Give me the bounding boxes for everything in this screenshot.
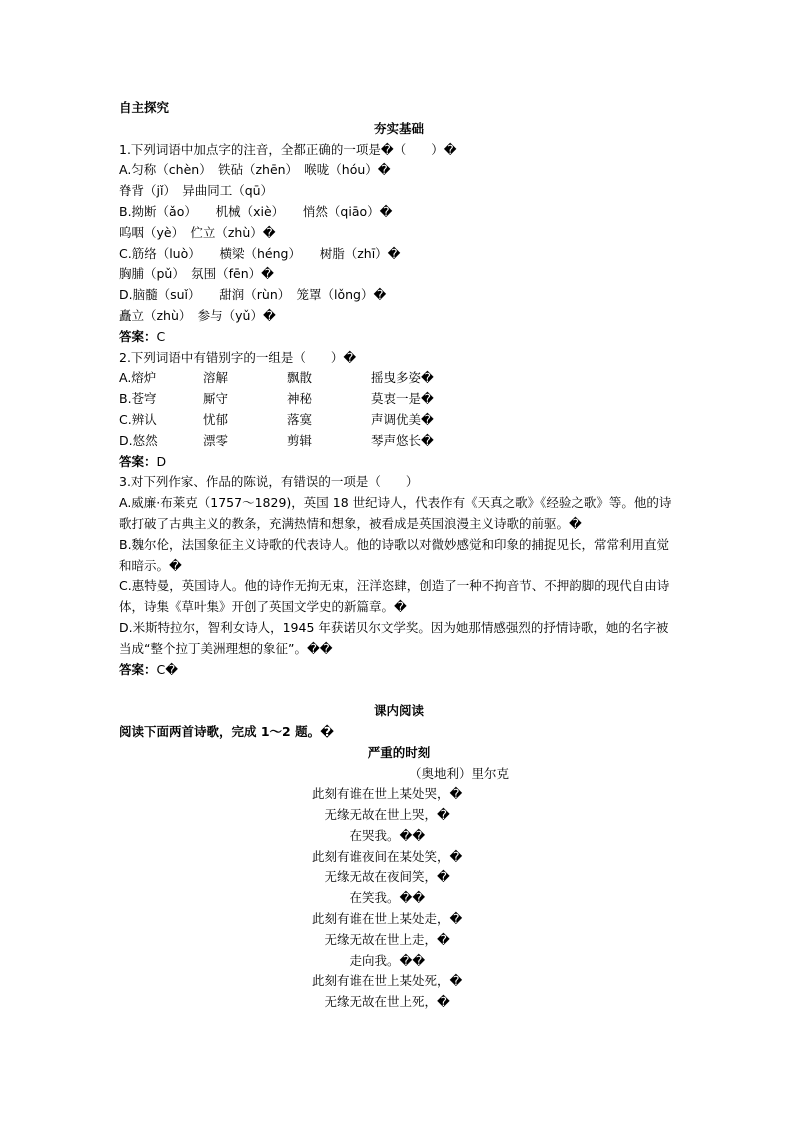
q1-option-d-line1: D.脑髓（suǐ） 甜润（rùn） 笼罩（lǒng）� [119,287,387,303]
q2-cell: 飘散 [287,370,313,386]
poem-line: 无缘无故在世上死，� [312,994,450,1010]
spacer [119,680,679,701]
q2-option-row [119,431,679,452]
poem-line: 此刻有谁在世上某处哭，� [312,786,463,802]
reading-prompt: 阅读下面两首诗歌，完成 1～2 题。� [119,723,335,739]
q2-cell: 厮守 [203,391,229,407]
q2-stem: 2.下列词语中有错别字的一组是（ ）� [119,349,357,365]
q1-option-a-line1: A.匀称（chèn） 铁砧（zhēn） 喉咙（hóu）� [119,162,391,178]
poem-line: 在笑我。�� [312,890,426,906]
section-heading-reading: 课内阅读 [373,703,424,719]
q2-cell: 声调优美� [371,411,434,427]
poem-title: 严重的时刻 [367,744,431,760]
q2-option-row [119,410,679,431]
q1-answer-label: 答案： [119,328,157,344]
q2-cell: C.辨认 [119,411,157,427]
q2-cell: 摇曳多姿� [371,370,434,386]
q2-cell: 漂零 [203,432,229,448]
q2-cell: D.悠然 [119,432,158,448]
q2-cell: 落寞 [287,411,313,427]
q1-stem: 1.下列词语中加点字的注音，全都正确的一项是�（ ）� [119,141,457,157]
q2-answer-value: D [156,453,167,469]
q1-option-a-line2: 脊背（jǐ） 异曲同工（qū） [119,183,274,199]
q1-answer-value: C [156,328,166,344]
q3-answer-label: 答案： [119,661,157,677]
q2-cell: 剪辑 [287,432,313,448]
q3-answer-value: C� [156,661,179,677]
poem-line: 此刻有谁在世上某处走，� [312,911,463,927]
q3-option-a: A.威廉·布莱克（1757～1829)，英国 18 世纪诗人，代表作有《天真之歌》《经验之歌》等。他的诗歌打破了古典主义的教条，充满热情和想象，被看成是英国浪漫主义诗歌的前驱。� [119,495,672,531]
q3-answer [119,660,679,681]
q2-cell: 忧郁 [203,411,229,427]
q2-option-row [119,389,679,410]
q2-answer [119,452,679,473]
poem-line: 此刻有谁夜间在某处笑，� [312,848,463,864]
q2-cell: A.熔炉 [119,370,157,386]
q2-option-row [119,368,679,389]
poem-line: 走向我。�� [312,952,426,968]
q3-stem: 3.对下列作家、作品的陈说，有错误的一项是（ ） [119,474,419,490]
q2-cell: 琴声悠长� [371,432,434,448]
poem-body [119,784,679,1013]
section-heading-base: 夯实基础 [373,120,424,136]
q2-cell: 神秘 [287,391,313,407]
q2-cell: 莫衷一是� [371,391,434,407]
poem-line: 无缘无故在世上哭，� [312,807,450,823]
q3-option-b: B.魏尔伦，法国象征主义诗歌的代表诗人。他的诗歌以对微妙感觉和印象的捕捉见长，常常利用直觉和暗示。� [119,536,670,573]
poem-line: 在哭我。�� [312,827,426,843]
poem-line: 无缘无故在夜间笑，� [312,869,450,885]
q3-option-d: D.米斯特拉尔，智利女诗人，1945 年获诺贝尔文学奖。因为她那情感强烈的抒情诗歌，她的名字被当成“整个拉丁美洲理想的象征”。�� [119,619,669,656]
q1-option-b-line1: B.拗断（ǎo） 机械（xiè） 悄然（qiāo）� [119,203,393,219]
q1-option-c-line1: C.筋络（luò） 横梁（héng） 树脂（zhī）� [119,245,401,261]
section-heading-zizhu: 自主探究 [119,100,170,115]
q1-option-b-line2: 呜咽（yè） 伫立（zhù）� [119,224,276,240]
q2-answer-label: 答案： [119,453,157,469]
q3-option-c: C.惠特曼，英国诗人。他的诗作无拘无束，汪洋恣肆，创造了一种不拘音节、不押韵脚的现代自由诗体，诗集《草叶集》开创了英国文学史的新篇章。� [119,578,670,615]
q1-option-c-line2: 胸脯（pǔ） 氛围（fēn）� [119,266,274,282]
q1-option-d-line2: 矗立（zhù） 参与（yǔ）� [119,307,276,323]
poem-line: 无缘无故在世上走，� [312,931,450,947]
poem-author: （奥地利）里尔克 [409,765,510,781]
q1-answer [119,327,679,348]
q2-cell: 溶解 [203,370,229,386]
document-content [119,98,679,1013]
poem-line: 此刻有谁在世上某处死，� [312,973,463,989]
q2-cell: B.苍穹 [119,391,157,407]
